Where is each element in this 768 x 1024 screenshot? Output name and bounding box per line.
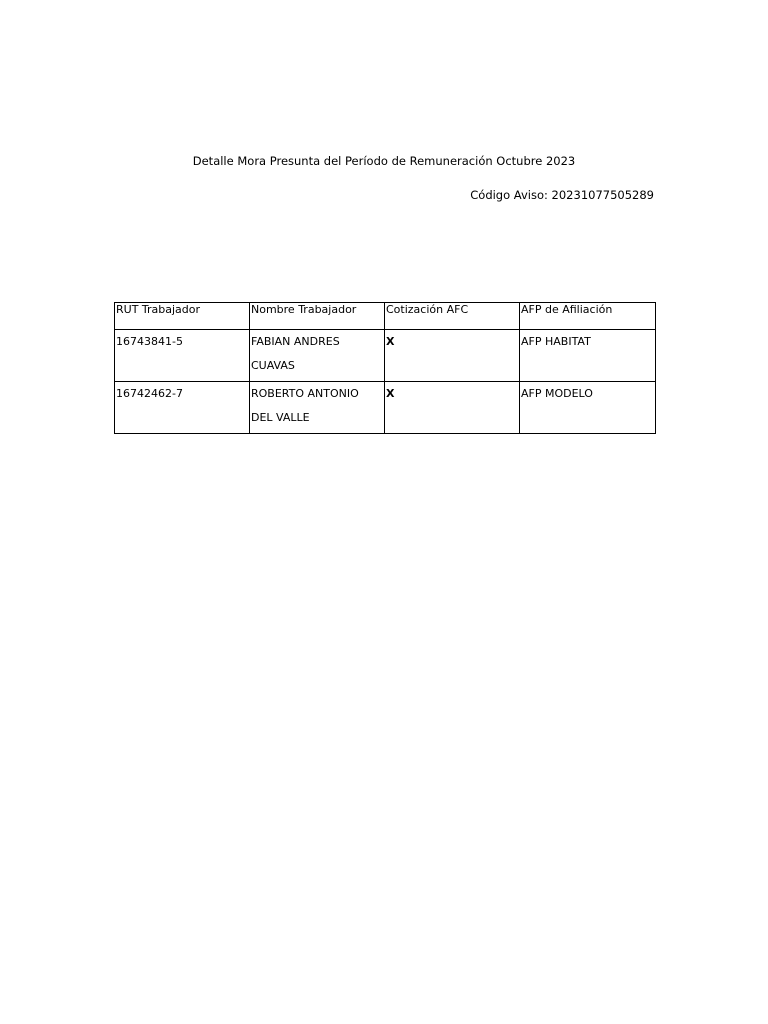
aviso-code: Código Aviso: 20231077505289 (470, 188, 654, 202)
header-name: Nombre Trabajador (250, 303, 385, 330)
cell-afp: AFP HABITAT (520, 330, 656, 382)
cell-afp: AFP MODELO (520, 382, 656, 434)
cell-rut: 16743841-5 (115, 330, 250, 382)
table-row (115, 382, 656, 434)
name-line: DEL VALLE (251, 411, 310, 424)
name-line: ROBERTO ANTONIO (251, 387, 359, 400)
document-title: Detalle Mora Presunta del Período de Remuneración Octubre 2023 (192, 154, 576, 168)
cell-rut: 16742462-7 (115, 382, 250, 434)
workers-table (114, 302, 656, 434)
cell-afc: X (385, 330, 520, 382)
cell-name (250, 382, 385, 434)
table-row (115, 330, 656, 382)
cell-name (250, 330, 385, 382)
header-afp: AFP de Afiliación (520, 303, 656, 330)
name-line: CUAVAS (251, 359, 295, 372)
name-line: FABIAN ANDRES (251, 335, 340, 348)
header-afc: Cotización AFC (385, 303, 520, 330)
cell-afc: X (385, 382, 520, 434)
header-rut: RUT Trabajador (115, 303, 250, 330)
table-header-row (115, 303, 656, 330)
